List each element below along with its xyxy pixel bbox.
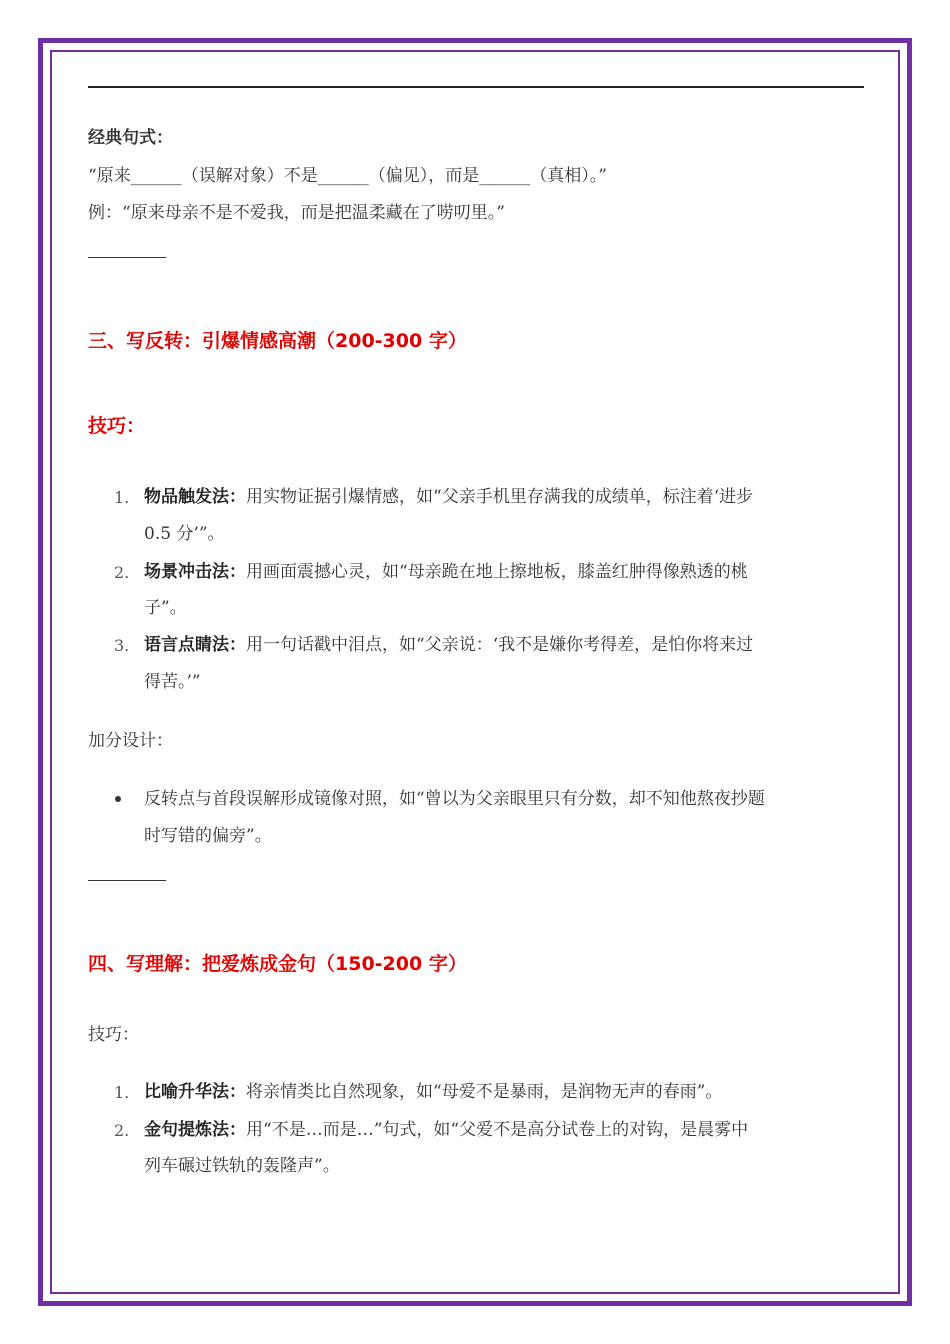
section3-item2-num: 2. [114,563,130,582]
section3-item1-term: 物品触发法： [144,487,246,507]
bonus-design-line2: 时写错的偏旁”。 [144,826,272,846]
section4-item2 [144,1119,748,1141]
section4-title: 四、写理解：把爱炼成金句（150-200 字） [88,953,467,975]
section3-item1 [144,486,753,508]
section3-item3-term: 语言点睛法： [144,635,246,655]
section3-item1-line2: 0.5 分’”。 [144,524,225,544]
section3-item3 [144,634,753,656]
classic-pattern-label: 经典句式： [88,128,173,148]
section3-item3-line2: 得苦。’” [144,672,201,692]
bullet-dot [115,796,121,802]
section4-item1 [144,1081,722,1103]
top-rule [88,86,864,88]
bonus-design-line1: 反转点与首段误解形成镜像对照，如“曾以为父亲眼里只有分数，却不知他熬夜抄题 [144,789,765,809]
section3-item3-line1: 用一句话戳中泪点，如“父亲说：‘我不是嫌你考得差，是怕你将来过 [246,635,754,655]
section4-item2-num: 2. [114,1121,130,1140]
section3-item2-line2: 子”。 [144,598,187,618]
section4-item1-term: 比喻升华法： [144,1082,246,1102]
section3-item2 [144,561,748,583]
section4-item2-term: 金句提炼法： [144,1120,246,1140]
section4-skills-label: 技巧： [88,1025,139,1045]
section-divider [88,257,166,258]
section4-item1-line1: 将亲情类比自然现象，如“母爱不是暴雨，是润物无声的春雨”。 [246,1082,723,1102]
section4-item2-line1: 用“不是…而是…”句式，如“父爱不是高分试卷上的对钩，是晨雾中 [246,1120,749,1140]
section3-item2-line1: 用画面震撼心灵，如“母亲跪在地上擦地板，膝盖红肿得像熟透的桃 [246,562,748,582]
section3-skills-label: 技巧： [88,415,146,437]
classic-pattern-text: “原来______（误解对象）不是______（偏见），而是______（真相）。” [88,166,607,186]
section3-item1-num: 1. [114,488,130,507]
section3-item3-num: 3. [114,636,130,655]
classic-pattern-example: 例：“原来母亲不是不爱我，而是把温柔藏在了唠叨里。” [88,203,505,223]
section3-item2-term: 场景冲击法： [144,562,246,582]
section4-item2-line2: 列车碾过铁轨的轰隆声”。 [144,1156,340,1176]
section3-item1-line1: 用实物证据引爆情感，如“父亲手机里存满我的成绩单，标注着‘进步 [246,487,754,507]
section3-title: 三、写反转：引爆情感高潮（200-300 字） [88,330,467,352]
section4-item1-num: 1. [114,1083,130,1102]
section-divider [88,880,166,881]
bonus-design-label: 加分设计： [88,731,173,751]
